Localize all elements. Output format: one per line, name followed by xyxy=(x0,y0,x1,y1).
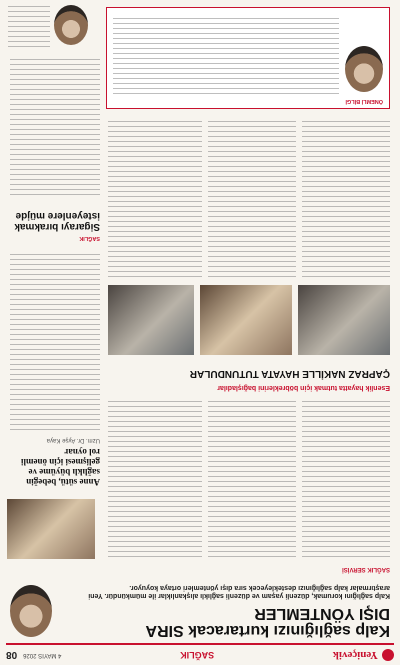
feature-headline: ÇAPRAZ NAKİLLE HAYATA TUTUNDULAR xyxy=(189,368,390,379)
article-column-3 xyxy=(108,399,202,557)
feature-strap: Esenlik hayatta tutmak için böbreklerini bağışladılar xyxy=(217,384,390,391)
pull-quote xyxy=(10,437,100,487)
patients-photo-2 xyxy=(200,285,292,355)
author-note xyxy=(8,5,50,47)
newspaper-logo xyxy=(333,649,394,661)
mother-baby-photo xyxy=(7,499,95,559)
author-portrait xyxy=(54,5,88,45)
pull-quote-caption: Uzm. Dr. Ayşe Kaya xyxy=(46,437,100,443)
page-info xyxy=(6,650,61,661)
feature-column-2 xyxy=(208,117,296,277)
feature-column-1 xyxy=(302,117,390,277)
page-header xyxy=(0,645,400,665)
issue-date: 4 MAYIS 2026 xyxy=(23,652,62,658)
article-column-1 xyxy=(302,399,390,557)
pull-quote-text: Anne sütü, bebeğin sağlıklı büyüme ve gelişmesi için önemli rol oynar xyxy=(21,447,100,487)
article-column-2 xyxy=(208,399,296,557)
feature-column-3 xyxy=(108,117,202,277)
page-number: 08 xyxy=(6,649,18,661)
logo-text: Yeniçevik xyxy=(332,649,378,661)
main-headline: Kalp sağlığınızı kurtaracak SIRA DIŞI YÖNTEMLER xyxy=(146,605,390,639)
expert-portrait xyxy=(345,46,383,92)
section-title: SAĞLIK xyxy=(180,650,215,660)
header-rule xyxy=(6,643,394,645)
side-headline: Sigarayı bırakmak isteyenlere müjde xyxy=(14,210,100,232)
info-panel xyxy=(106,7,390,109)
info-panel-text xyxy=(113,14,339,94)
side-article-column xyxy=(10,55,100,195)
main-byline: SAĞLIK SERVİSİ xyxy=(342,566,390,572)
side-kicker: SAĞLIK xyxy=(79,235,100,241)
patients-photo-1 xyxy=(298,285,390,355)
main-deck: Kalp sağlığını korumak, düzenli yaşam ve düzenli sağlıklı alışkanlıklar ile mümkündür. Yeni araştırmalar kalp sağlığınızı destekleyecek sıra dışı yöntemleri ortaya koyuyor. xyxy=(88,584,390,599)
doctor-portrait xyxy=(10,585,52,637)
article-column-right xyxy=(10,250,100,430)
logo-mark-icon xyxy=(382,649,394,661)
surgeons-photo xyxy=(108,285,194,355)
info-panel-kicker: ÖNEMLİ BİLGİ xyxy=(345,98,383,104)
